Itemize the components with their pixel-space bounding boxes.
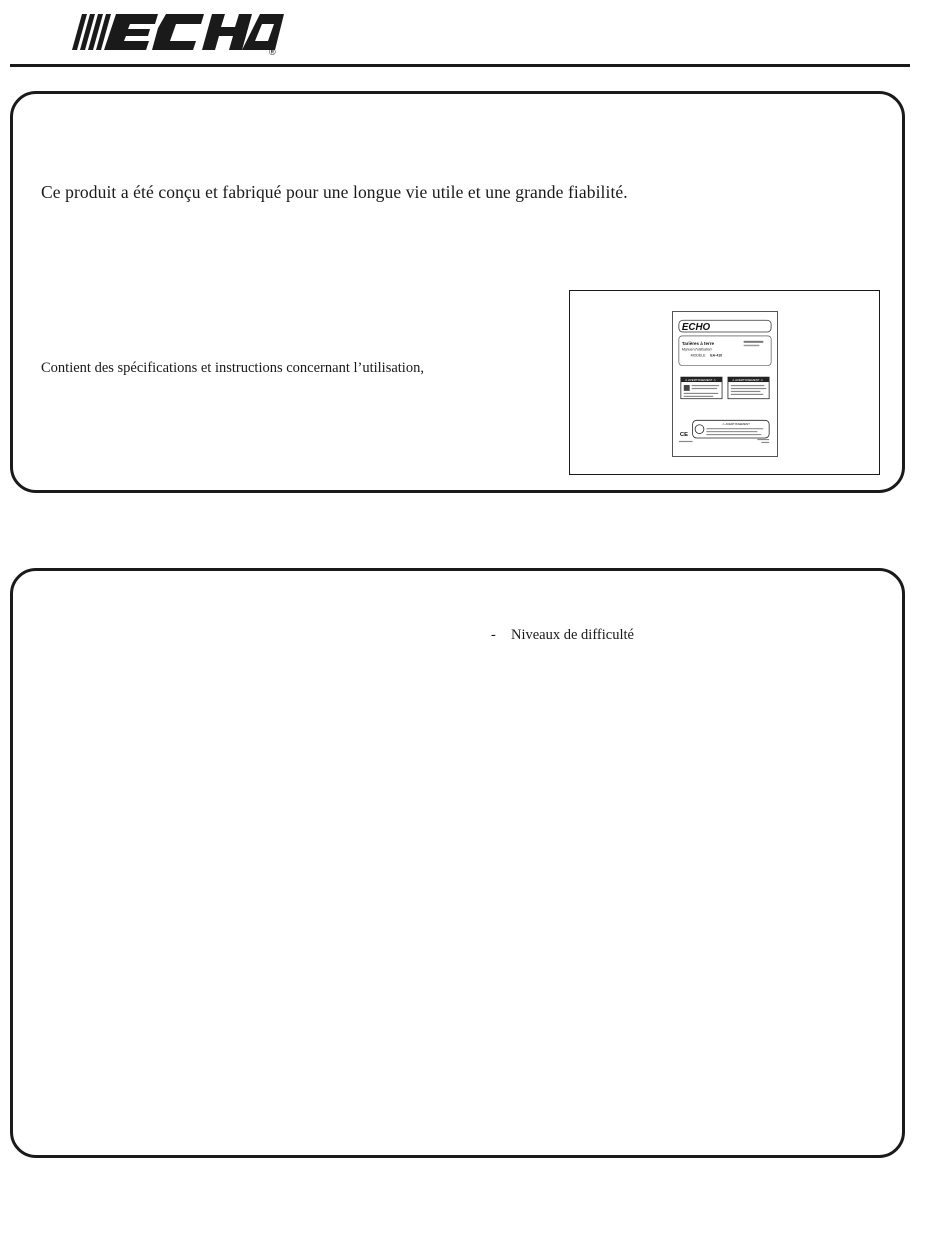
intro-text: Ce produit a été conçu et fabriqué pour une longue vie utile et une grande fiabilité. [41,182,628,202]
manual-cover-image [672,311,778,457]
difficulty-bullet [491,627,634,644]
cover-model-label: MODÈLE [690,353,706,358]
cover-brand: ECHO [681,322,711,334]
details-panel [10,568,905,1158]
header-rule [10,64,910,67]
bullet-text: Niveaux de difficulté [511,627,634,643]
cover-subtitle: Manuel d'utilisation [681,347,712,352]
manual-thumbnail-frame [569,290,880,475]
echo-logo [72,8,284,56]
intro-panel [10,91,905,493]
cover-ce-mark: CE [679,432,689,438]
cover-warning-2: ⚠ AVERTISSEMENT ⚠ [731,378,764,383]
page-header [0,0,950,70]
cover-warning-1: ⚠ AVERTISSEMENT ⚠ [684,378,717,383]
cover-warning-3: ⚠ AVERTISSEMENT [722,422,750,427]
cover-title: Tarières à terre [681,340,715,346]
cover-model: EA-410 [710,353,723,358]
manual-contents-text: Contient des spécifications et instructions concernant l’utilisation, [41,360,424,376]
bullet-dash: - [491,627,496,643]
registered-mark: ® [269,47,276,56]
